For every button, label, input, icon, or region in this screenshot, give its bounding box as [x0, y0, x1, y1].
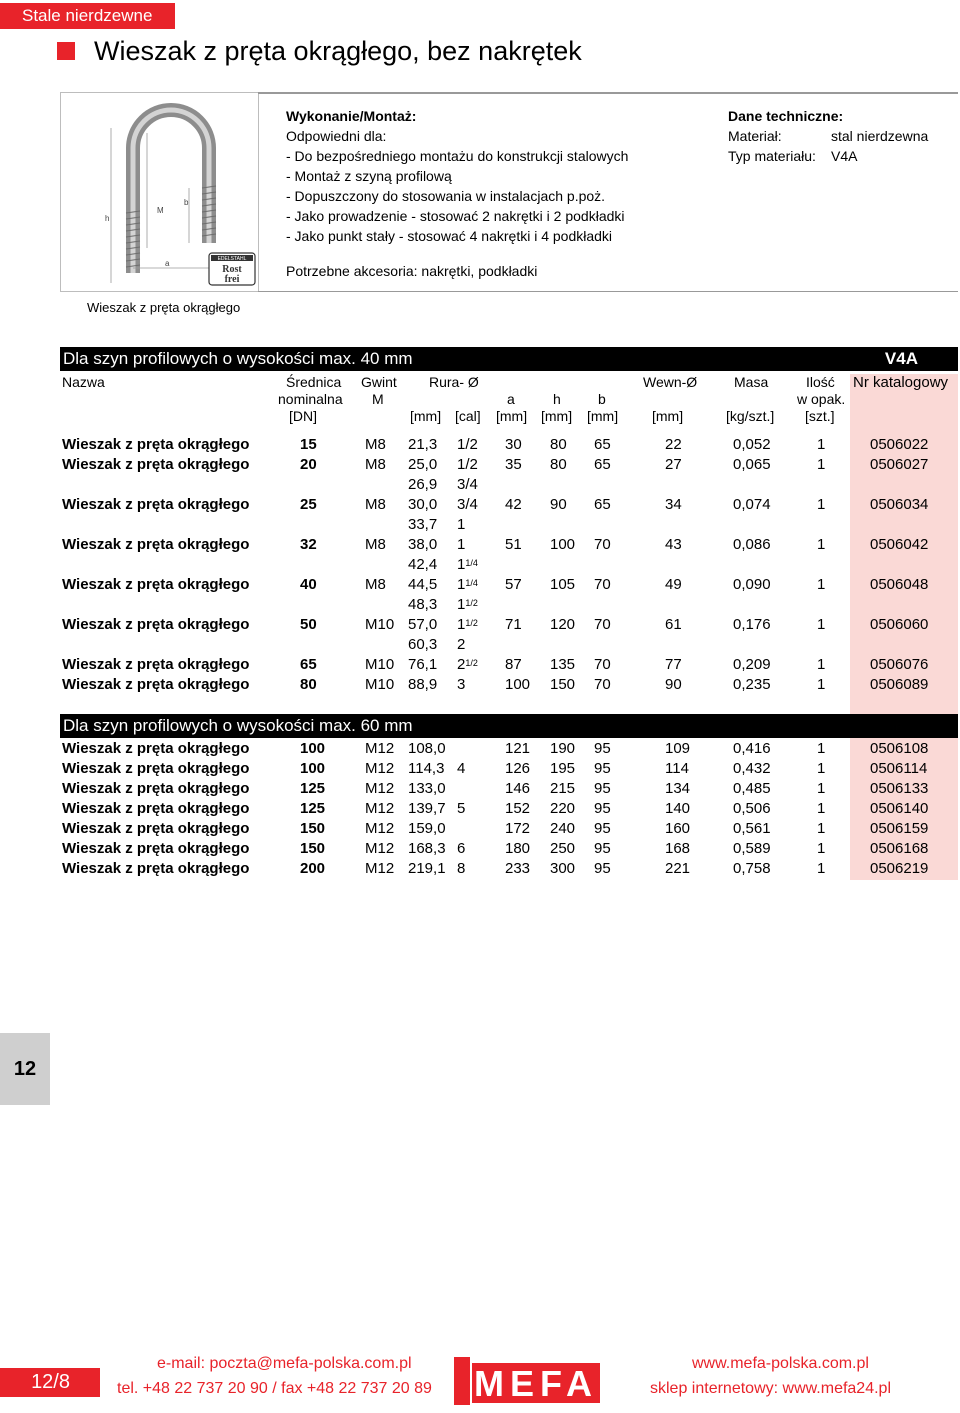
pipe-diameter-mm: 108,0 [408, 740, 446, 757]
installation-block [286, 106, 628, 246]
pack-quantity: 1 [817, 740, 826, 757]
col-pipe-cal: [cal] [455, 408, 481, 424]
pipe-diameter-inch [457, 655, 478, 675]
col-pipe-mm: [mm] [410, 408, 442, 424]
figure-caption: Wieszak z pręta okrągłego [87, 300, 241, 315]
col-dn-unit: [DN] [289, 408, 317, 424]
dim-b: 65 [594, 496, 611, 513]
nominal-diameter: 125 [300, 800, 326, 817]
catalog-number: 0506219 [870, 860, 929, 877]
dim-h: 135 [550, 656, 576, 673]
pipe-diameter-mm: 168,3 [408, 840, 446, 857]
required-accessories: Potrzebne akcesoria: nakrętki, podkładki [286, 263, 538, 279]
cal-value: 1 [457, 596, 466, 613]
thread-size: M10 [365, 656, 395, 673]
cal-value: 4 [457, 760, 466, 777]
col-dn-sub: nominalna [278, 391, 343, 407]
pipe-diameter-inch [457, 675, 465, 695]
dim-a: 71 [505, 616, 522, 633]
pipe-diameter-inch [457, 859, 465, 879]
pack-quantity: 1 [817, 840, 826, 857]
installation-line: - Jako punkt stały - stosować 4 nakrętki i 4 podkładki [286, 228, 613, 244]
nominal-diameter: 65 [300, 656, 317, 673]
nominal-diameter: 25 [300, 496, 317, 513]
dim-h: 195 [550, 760, 576, 777]
cal-value: 3/4 [457, 496, 478, 513]
inner-diameter: 114 [665, 760, 689, 777]
footer-email[interactable]: e-mail: poczta@mefa-polska.com.pl [157, 1355, 412, 1372]
pipe-diameter-inch [457, 475, 478, 495]
catalog-number: 0506042 [870, 536, 929, 553]
dim-b: 70 [594, 656, 611, 673]
product-name: Wieszak z pręta okrągłego [62, 840, 250, 857]
pipe-diameter-inch [457, 615, 478, 635]
mass: 0,209 [733, 656, 771, 673]
chapter-tab: 12 [0, 1033, 50, 1105]
dim-b: 65 [594, 456, 611, 473]
nominal-diameter: 150 [300, 840, 326, 857]
inner-diameter: 34 [665, 496, 682, 513]
col-pipe: Rura- Ø [429, 374, 479, 390]
dim-h: 80 [550, 456, 567, 473]
pipe-diameter-mm: 159,0 [408, 820, 446, 837]
pack-quantity: 1 [817, 820, 826, 837]
col-dn: Średnica [286, 374, 342, 390]
pipe-diameter-inch [457, 515, 465, 535]
technical-heading: Dane techniczne: [728, 108, 844, 124]
product-name: Wieszak z pręta okrągłego [62, 676, 250, 693]
col-b-unit: [mm] [587, 408, 619, 424]
nominal-diameter: 15 [300, 436, 317, 453]
dim-h: 220 [550, 800, 576, 817]
technical-data-block [728, 106, 928, 166]
col-thread-sub: M [372, 391, 384, 407]
material-badge: V4A [884, 349, 918, 368]
catalog-number: 0506022 [870, 436, 929, 453]
cal-fraction: 1/2 [465, 658, 478, 668]
nominal-diameter: 200 [300, 860, 326, 877]
mass: 0,432 [733, 760, 771, 777]
section-title: Dla szyn profilowych o wysokości max. 40 mm [63, 349, 413, 368]
product-figure [60, 92, 259, 292]
product-name: Wieszak z pręta okrągłego [62, 456, 250, 473]
thread-size: M8 [365, 496, 386, 513]
col-qty: Ilość [806, 374, 835, 390]
mass: 0,589 [733, 840, 771, 857]
thread-size: M12 [365, 780, 395, 797]
cal-value: 1 [457, 616, 466, 633]
col-b: b [598, 391, 606, 407]
dim-b: 95 [594, 820, 611, 837]
dim-a: 152 [505, 800, 531, 817]
nominal-diameter: 150 [300, 820, 326, 837]
dim-a: 51 [505, 536, 522, 553]
material-type-label: Typ materiału: [728, 148, 816, 164]
col-a: a [507, 391, 515, 407]
inner-diameter: 221 [665, 860, 691, 877]
cal-value: 1 [457, 576, 466, 593]
dim-h: 190 [550, 740, 576, 757]
footer-phone: tel. +48 22 737 20 90 / fax +48 22 737 20 89 [117, 1380, 432, 1397]
dim-a: 233 [505, 860, 531, 877]
cal-value: 1 [457, 556, 466, 573]
thread-size: M8 [365, 576, 386, 593]
cal-value: 3 [457, 676, 466, 693]
pipe-diameter-inch [457, 535, 465, 555]
page-number: 12/8 [0, 1368, 100, 1397]
dim-h: 100 [550, 536, 576, 553]
product-name: Wieszak z pręta okrągłego [62, 800, 250, 817]
catalog-number: 0506140 [870, 800, 929, 817]
pipe-diameter-mm: 38,0 [408, 536, 438, 553]
installation-line: - Jako prowadzenie - stosować 2 nakrętki i 2 podkładki [286, 208, 625, 224]
col-inner-unit: [mm] [652, 408, 684, 424]
dim-h: 150 [550, 676, 576, 693]
nominal-diameter: 125 [300, 780, 326, 797]
product-name: Wieszak z pręta okrągłego [62, 820, 250, 837]
pipe-diameter-mm: 76,1 [408, 656, 438, 673]
mass: 0,506 [733, 800, 771, 817]
cal-value: 1 [457, 536, 466, 553]
pack-quantity: 1 [817, 616, 826, 633]
inner-diameter: 168 [665, 840, 691, 857]
catalog-number: 0506133 [870, 780, 929, 797]
installation-heading: Wykonanie/Montaż: [286, 108, 417, 124]
material-type-value: V4A [831, 148, 858, 164]
thread-size: M12 [365, 820, 395, 837]
col-h-unit: [mm] [541, 408, 573, 424]
col-mass-unit: [kg/szt.] [726, 408, 775, 424]
mefa-logo [452, 1353, 602, 1409]
cal-value: 1/2 [457, 456, 478, 473]
product-name: Wieszak z pręta okrągłego [62, 760, 250, 777]
dim-b: 70 [594, 676, 611, 693]
footer-shop[interactable]: sklep internetowy: www.mefa24.pl [650, 1380, 891, 1397]
dim-b: 95 [594, 840, 611, 857]
inner-diameter: 140 [665, 800, 691, 817]
svg-text:Rost: Rost [222, 264, 242, 275]
dim-h: 240 [550, 820, 576, 837]
inner-diameter: 109 [665, 740, 691, 757]
dim-a: 180 [505, 840, 531, 857]
catalog-number: 0506089 [870, 676, 929, 693]
pipe-diameter-mm: 26,9 [408, 476, 438, 493]
catalog-number: 0506076 [870, 656, 929, 673]
mass: 0,065 [733, 456, 771, 473]
product-name: Wieszak z pręta okrągłego [62, 780, 250, 797]
dim-a: 57 [505, 576, 522, 593]
dim-a: 42 [505, 496, 522, 513]
pipe-diameter-inch [457, 455, 478, 475]
dim-a: 146 [505, 780, 531, 797]
catalog-number: 0506114 [870, 760, 928, 777]
dim-a: 121 [505, 740, 531, 757]
pack-quantity: 1 [817, 656, 826, 673]
dim-a: 100 [505, 676, 531, 693]
installation-line: - Do bezpośredniego montażu do konstrukcji stalowych [286, 148, 629, 164]
inner-diameter: 134 [665, 780, 691, 797]
col-inner: Wewn-Ø [643, 374, 698, 390]
pipe-diameter-mm: 48,3 [408, 596, 438, 613]
dim-b: 95 [594, 740, 611, 757]
page-title: Wieszak z pręta okrągłego, bez nakrętek [94, 36, 582, 66]
inner-diameter: 49 [665, 576, 682, 593]
material-value: stal nierdzewna [831, 128, 929, 144]
product-name: Wieszak z pręta okrągłego [62, 496, 250, 513]
dim-b: 70 [594, 616, 611, 633]
mass: 0,758 [733, 860, 771, 877]
dim-a: 35 [505, 456, 522, 473]
nominal-diameter: 40 [300, 576, 317, 593]
pipe-diameter-mm: 25,0 [408, 456, 438, 473]
rost-frei-badge [209, 253, 255, 285]
mass: 0,485 [733, 780, 771, 797]
dim-h: 120 [550, 616, 576, 633]
nominal-diameter: 100 [300, 740, 326, 757]
pipe-diameter-mm: 44,5 [408, 576, 438, 593]
pack-quantity: 1 [817, 456, 826, 473]
col-catalog: Nr katalogowy [853, 374, 949, 391]
pack-quantity: 1 [817, 760, 826, 777]
thread-size: M12 [365, 800, 395, 817]
nominal-diameter: 20 [300, 456, 317, 473]
thread-size: M12 [365, 740, 395, 757]
product-name: Wieszak z pręta okrągłego [62, 436, 250, 453]
product-name: Wieszak z pręta okrągłego [62, 576, 250, 593]
catalog-number: 0506108 [870, 740, 929, 757]
svg-text:frei: frei [224, 274, 240, 285]
dim-h: 80 [550, 436, 567, 453]
title-bullet [57, 42, 75, 60]
svg-text:EDELSTAHL: EDELSTAHL [217, 256, 247, 262]
svg-text:MEFA: MEFA [473, 1363, 599, 1404]
dim-h: 105 [550, 576, 576, 593]
dim-a: 30 [505, 436, 522, 453]
section-header-60mm [60, 714, 958, 738]
inner-diameter: 22 [665, 436, 682, 453]
dim-h: 90 [550, 496, 567, 513]
dim-b: 95 [594, 780, 611, 797]
thread-size: M8 [365, 456, 386, 473]
cal-fraction: 1/2 [465, 598, 478, 608]
info-bottom-rule [258, 291, 958, 292]
pipe-diameter-inch [457, 759, 465, 779]
catalog-number: 0506168 [870, 840, 929, 857]
cal-fraction: 1/4 [465, 578, 478, 588]
dim-a-label: a [165, 259, 170, 268]
mass: 0,235 [733, 676, 771, 693]
thread-size: M10 [365, 616, 395, 633]
installation-line: - Dopuszczony do stosowania w instalacjach p.poż. [286, 188, 606, 204]
inner-diameter: 90 [665, 676, 682, 693]
section-header-40mm [60, 347, 958, 371]
pipe-diameter-inch [457, 575, 478, 595]
mass: 0,090 [733, 576, 771, 593]
pipe-diameter-mm: 42,4 [408, 556, 438, 573]
col-qty-unit: [szt.] [805, 408, 835, 424]
thread-size: M10 [365, 676, 395, 693]
pipe-diameter-mm: 219,1 [408, 860, 446, 877]
cal-value: 2 [457, 656, 466, 673]
pipe-diameter-inch [457, 555, 478, 575]
nominal-diameter: 32 [300, 536, 317, 553]
thread-size: M8 [365, 536, 386, 553]
product-name: Wieszak z pręta okrągłego [62, 860, 250, 877]
material-label: Materiał: [728, 128, 782, 144]
thread-size: M12 [365, 840, 395, 857]
catalog-number: 0506034 [870, 496, 929, 513]
dim-m-label: M [157, 206, 164, 215]
mass: 0,561 [733, 820, 771, 837]
pipe-diameter-inch [457, 635, 465, 655]
nominal-diameter: 100 [300, 760, 326, 777]
mass: 0,086 [733, 536, 771, 553]
dim-h-label: h [105, 214, 110, 223]
catalog-number: 0506048 [870, 576, 929, 593]
col-mass: Masa [734, 374, 769, 390]
installation-line: Odpowiedni dla: [286, 128, 387, 144]
cal-fraction: 1/2 [465, 618, 478, 628]
pipe-diameter-mm: 133,0 [408, 780, 446, 797]
pipe-diameter-mm: 21,3 [408, 436, 438, 453]
thread-size: M12 [365, 760, 395, 777]
product-name: Wieszak z pręta okrągłego [62, 740, 250, 757]
dim-a: 87 [505, 656, 522, 673]
pack-quantity: 1 [817, 676, 826, 693]
thread-size: M12 [365, 860, 395, 877]
pipe-diameter-inch [457, 435, 478, 455]
pipe-diameter-inch [457, 495, 478, 515]
pack-quantity: 1 [817, 536, 826, 553]
nominal-diameter: 50 [300, 616, 317, 633]
cal-value: 5 [457, 800, 466, 817]
pack-quantity: 1 [817, 576, 826, 593]
pipe-diameter-mm: 33,7 [408, 516, 438, 533]
inner-diameter: 77 [665, 656, 682, 673]
cal-value: 1/2 [457, 436, 478, 453]
dim-b: 95 [594, 760, 611, 777]
cal-fraction: 1/4 [465, 558, 478, 568]
product-name: Wieszak z pręta okrągłego [62, 656, 250, 673]
pipe-diameter-mm: 60,3 [408, 636, 438, 653]
pipe-diameter-mm: 139,7 [408, 800, 446, 817]
dim-h: 300 [550, 860, 576, 877]
dim-b: 65 [594, 436, 611, 453]
footer-website[interactable]: www.mefa-polska.com.pl [692, 1355, 869, 1372]
installation-line: - Montaż z szyną profilową [286, 168, 452, 184]
col-name: Nazwa [62, 374, 105, 390]
cal-value: 3/4 [457, 476, 478, 493]
pipe-diameter-inch [457, 595, 478, 615]
product-name: Wieszak z pręta okrągłego [62, 616, 250, 633]
pipe-diameter-inch [457, 839, 465, 859]
pipe-diameter-inch [457, 799, 465, 819]
cal-value: 1 [457, 516, 466, 533]
pack-quantity: 1 [817, 496, 826, 513]
dim-a: 126 [505, 760, 531, 777]
cal-value: 8 [457, 860, 466, 877]
category-banner: Stale nierdzewne [0, 3, 175, 29]
dim-b: 70 [594, 536, 611, 553]
thread-size: M8 [365, 436, 386, 453]
dim-b-label: b [184, 198, 189, 207]
product-name: Wieszak z pręta okrągłego [62, 536, 250, 553]
pack-quantity: 1 [817, 780, 826, 797]
pack-quantity: 1 [817, 436, 826, 453]
info-top-rule [258, 92, 958, 94]
mass: 0,074 [733, 496, 771, 513]
catalog-number: 0506060 [870, 616, 929, 633]
nominal-diameter: 80 [300, 676, 317, 693]
cal-value: 6 [457, 840, 466, 857]
col-a-unit: [mm] [496, 408, 528, 424]
pack-quantity: 1 [817, 800, 826, 817]
inner-diameter: 43 [665, 536, 682, 553]
col-qty-sub: w opak. [797, 391, 846, 407]
pipe-diameter-mm: 57,0 [408, 616, 438, 633]
col-thread: Gwint [361, 374, 397, 390]
mass: 0,176 [733, 616, 771, 633]
section-title: Dla szyn profilowych o wysokości max. 60 mm [63, 716, 413, 735]
pipe-diameter-mm: 88,9 [408, 676, 438, 693]
inner-diameter: 61 [665, 616, 682, 633]
dim-b: 70 [594, 576, 611, 593]
dim-b: 95 [594, 800, 611, 817]
inner-diameter: 27 [665, 456, 682, 473]
dim-b: 95 [594, 860, 611, 877]
pack-quantity: 1 [817, 860, 826, 877]
cal-value: 2 [457, 636, 466, 653]
u-bolt-drawing [61, 93, 258, 291]
dim-h: 250 [550, 840, 576, 857]
mass: 0,052 [733, 436, 771, 453]
col-h: h [553, 391, 561, 407]
mass: 0,416 [733, 740, 771, 757]
pipe-diameter-mm: 114,3 [408, 760, 445, 777]
catalog-number: 0506159 [870, 820, 929, 837]
catalog-number: 0506027 [870, 456, 929, 473]
dim-h: 215 [550, 780, 576, 797]
pipe-diameter-mm: 30,0 [408, 496, 438, 513]
dim-a: 172 [505, 820, 531, 837]
inner-diameter: 160 [665, 820, 691, 837]
